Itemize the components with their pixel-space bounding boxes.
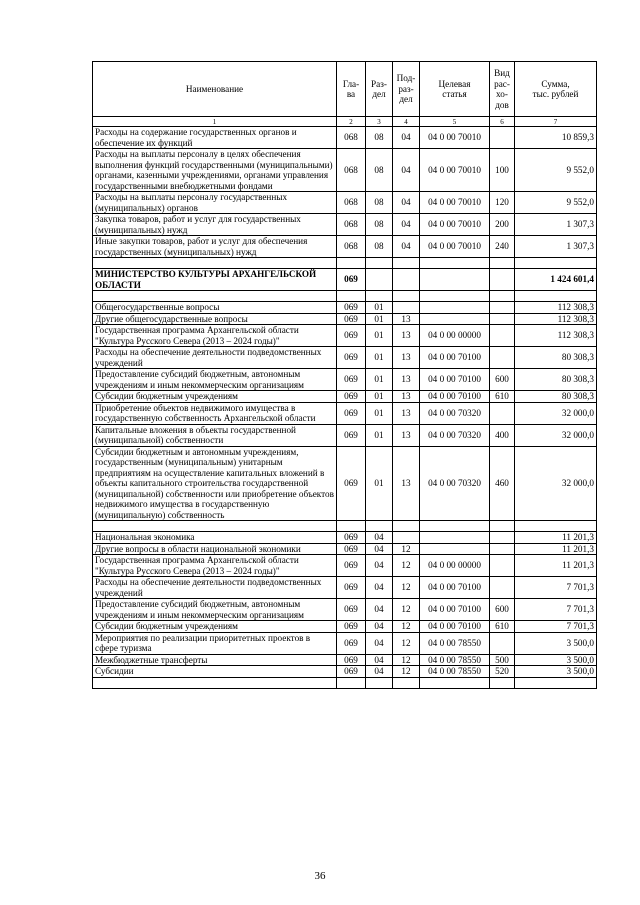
cell-razdel: 04 bbox=[366, 577, 393, 599]
cell-podrazdel: 04 bbox=[393, 214, 420, 236]
cell-summa: 3 500,0 bbox=[515, 666, 597, 678]
cell-name: Субсидии bbox=[93, 666, 337, 678]
cell-vid: 610 bbox=[490, 621, 515, 633]
header-summa: Сумма, тыс. рублей bbox=[515, 62, 597, 117]
header-vid: Вид рас- хо- дов bbox=[490, 62, 515, 117]
cell-name: Другие общегосударственные вопросы bbox=[93, 313, 337, 325]
budget-table bbox=[92, 61, 597, 689]
cell-podrazdel: 12 bbox=[393, 555, 420, 577]
cell-podrazdel: 13 bbox=[393, 391, 420, 403]
cell-name: Расходы на обеспечение деятельности подведомственных учреждений bbox=[93, 347, 337, 369]
empty-cell bbox=[420, 677, 490, 688]
cell-glava: 069 bbox=[337, 577, 366, 599]
cell-glava: 069 bbox=[337, 269, 366, 291]
cell-podrazdel: 13 bbox=[393, 347, 420, 369]
cell-glava: 068 bbox=[337, 236, 366, 258]
table-row bbox=[93, 599, 597, 621]
cell-name: Расходы на выплаты персоналу в целях обеспечения выполнения функций государственными (муниципальными) органами, казенными учреждениями, органами управления государственными внебюджетными фондами bbox=[93, 149, 337, 192]
cell-summa: 1 424 601,4 bbox=[515, 269, 597, 291]
cell-celevaya: 04 0 00 78550 bbox=[420, 666, 490, 678]
empty-cell bbox=[93, 677, 337, 688]
cell-celevaya: 04 0 00 70320 bbox=[420, 424, 490, 446]
cell-name: Расходы на выплаты персоналу государственных (муниципальных) органов bbox=[93, 192, 337, 214]
table-row bbox=[93, 532, 597, 544]
empty-cell bbox=[393, 258, 420, 269]
cell-celevaya: 04 0 00 70320 bbox=[420, 446, 490, 521]
cell-podrazdel: 04 bbox=[393, 127, 420, 149]
cell-name: Другие вопросы в области национальной экономики bbox=[93, 543, 337, 555]
table-row bbox=[93, 577, 597, 599]
cell-glava: 069 bbox=[337, 543, 366, 555]
cell-glava: 069 bbox=[337, 666, 366, 678]
header-name: Наименование bbox=[93, 62, 337, 117]
cell-podrazdel: 12 bbox=[393, 666, 420, 678]
cell-vid: 600 bbox=[490, 599, 515, 621]
header-podrazdel: Под- раз- дел bbox=[393, 62, 420, 117]
cell-razdel: 04 bbox=[366, 666, 393, 678]
cell-celevaya: 04 0 00 70100 bbox=[420, 347, 490, 369]
cell-razdel: 08 bbox=[366, 236, 393, 258]
cell-glava: 069 bbox=[337, 555, 366, 577]
table-row bbox=[93, 446, 597, 521]
cell-podrazdel: 12 bbox=[393, 654, 420, 666]
cell-celevaya: 04 0 00 70100 bbox=[420, 577, 490, 599]
spacer-row bbox=[93, 291, 597, 302]
cell-vid bbox=[490, 127, 515, 149]
cell-podrazdel: 13 bbox=[393, 325, 420, 347]
cell-razdel: 04 bbox=[366, 532, 393, 544]
cell-vid bbox=[490, 532, 515, 544]
cell-name: Общегосударственные вопросы bbox=[93, 302, 337, 314]
cell-razdel bbox=[366, 269, 393, 291]
empty-cell bbox=[490, 291, 515, 302]
cell-razdel: 01 bbox=[366, 446, 393, 521]
spacer-row bbox=[93, 258, 597, 269]
cell-vid bbox=[490, 402, 515, 424]
empty-cell bbox=[337, 258, 366, 269]
cell-podrazdel: 13 bbox=[393, 369, 420, 391]
cell-glava: 069 bbox=[337, 391, 366, 403]
cell-celevaya: 04 0 00 70010 bbox=[420, 214, 490, 236]
empty-cell bbox=[337, 677, 366, 688]
empty-cell bbox=[366, 291, 393, 302]
cell-celevaya bbox=[420, 269, 490, 291]
cell-name: Предоставление субсидий бюджетным, автономным учреждениям и иным некоммерческим организациям bbox=[93, 599, 337, 621]
cell-glava: 069 bbox=[337, 402, 366, 424]
table-row bbox=[93, 654, 597, 666]
cell-vid bbox=[490, 313, 515, 325]
table-row bbox=[93, 149, 597, 192]
cell-podrazdel bbox=[393, 269, 420, 291]
cell-podrazdel: 13 bbox=[393, 424, 420, 446]
cell-name: Закупка товаров, работ и услуг для государственных (муниципальных) нужд bbox=[93, 214, 337, 236]
table-row bbox=[93, 236, 597, 258]
cell-vid: 400 bbox=[490, 424, 515, 446]
cell-name: Субсидии бюджетным и автономным учреждениям, государственным (муниципальным) унитарным предприятиям на осуществление капитальных вложений в объекты капитального строительства государственной (муниципальной) собственности или приобретение объектов недвижимого имущества в государственную (муниципальную) собственность bbox=[93, 446, 337, 521]
cell-glava: 069 bbox=[337, 313, 366, 325]
spacer-row bbox=[93, 521, 597, 532]
column-number: 3 bbox=[366, 117, 393, 127]
header-row bbox=[93, 62, 597, 117]
column-number: 2 bbox=[337, 117, 366, 127]
cell-razdel: 01 bbox=[366, 391, 393, 403]
table-row bbox=[93, 214, 597, 236]
cell-name: Расходы на содержание государственных органов и обеспечение их функций bbox=[93, 127, 337, 149]
empty-cell bbox=[393, 521, 420, 532]
cell-vid: 120 bbox=[490, 192, 515, 214]
cell-summa: 9 552,0 bbox=[515, 149, 597, 192]
cell-vid: 610 bbox=[490, 391, 515, 403]
cell-celevaya bbox=[420, 543, 490, 555]
cell-celevaya: 04 0 00 78550 bbox=[420, 632, 490, 654]
empty-cell bbox=[93, 291, 337, 302]
empty-cell bbox=[515, 521, 597, 532]
cell-summa: 10 859,3 bbox=[515, 127, 597, 149]
empty-cell bbox=[490, 677, 515, 688]
cell-podrazdel: 13 bbox=[393, 313, 420, 325]
cell-celevaya bbox=[420, 302, 490, 314]
cell-summa: 32 000,0 bbox=[515, 446, 597, 521]
table-row bbox=[93, 621, 597, 633]
cell-razdel: 08 bbox=[366, 149, 393, 192]
cell-podrazdel: 04 bbox=[393, 236, 420, 258]
cell-name: Субсидии бюджетным учреждениям bbox=[93, 621, 337, 633]
cell-vid: 460 bbox=[490, 446, 515, 521]
cell-celevaya: 04 0 00 00000 bbox=[420, 325, 490, 347]
cell-razdel: 01 bbox=[366, 313, 393, 325]
cell-name: Государственная программа Архангельской области "Культура Русского Севера (2013 – 2024 годы)" bbox=[93, 555, 337, 577]
cell-summa: 80 308,3 bbox=[515, 369, 597, 391]
cell-summa: 11 201,3 bbox=[515, 543, 597, 555]
cell-celevaya: 04 0 00 70100 bbox=[420, 599, 490, 621]
cell-summa: 32 000,0 bbox=[515, 424, 597, 446]
empty-cell bbox=[93, 258, 337, 269]
cell-razdel: 04 bbox=[366, 599, 393, 621]
cell-celevaya: 04 0 00 70100 bbox=[420, 621, 490, 633]
cell-summa: 7 701,3 bbox=[515, 599, 597, 621]
table-row bbox=[93, 402, 597, 424]
cell-podrazdel: 12 bbox=[393, 621, 420, 633]
cell-summa: 11 201,3 bbox=[515, 532, 597, 544]
cell-summa: 3 500,0 bbox=[515, 654, 597, 666]
table-row bbox=[93, 666, 597, 678]
table-row bbox=[93, 192, 597, 214]
table-row bbox=[93, 269, 597, 291]
cell-razdel: 04 bbox=[366, 621, 393, 633]
column-number-row bbox=[93, 117, 597, 127]
table-row bbox=[93, 347, 597, 369]
cell-glava: 069 bbox=[337, 532, 366, 544]
empty-cell bbox=[337, 291, 366, 302]
cell-glava: 069 bbox=[337, 424, 366, 446]
cell-glava: 069 bbox=[337, 599, 366, 621]
empty-cell bbox=[420, 521, 490, 532]
empty-cell bbox=[490, 258, 515, 269]
cell-summa: 11 201,3 bbox=[515, 555, 597, 577]
cell-name: Капитальные вложения в объекты государственной (муниципальной) собственности bbox=[93, 424, 337, 446]
cell-vid: 520 bbox=[490, 666, 515, 678]
table-row bbox=[93, 391, 597, 403]
column-number: 7 bbox=[515, 117, 597, 127]
cell-name: Субсидии бюджетным учреждениям bbox=[93, 391, 337, 403]
cell-summa: 112 308,3 bbox=[515, 302, 597, 314]
cell-glava: 069 bbox=[337, 446, 366, 521]
cell-glava: 069 bbox=[337, 302, 366, 314]
cell-name: Государственная программа Архангельской области "Культура Русского Севера (2013 – 2024 годы)" bbox=[93, 325, 337, 347]
table-row bbox=[93, 127, 597, 149]
cell-razdel: 08 bbox=[366, 192, 393, 214]
cell-name: Предоставление субсидий бюджетным, автономным учреждениям и иным некоммерческим организациям bbox=[93, 369, 337, 391]
empty-cell bbox=[337, 521, 366, 532]
empty-cell bbox=[515, 258, 597, 269]
cell-podrazdel: 12 bbox=[393, 577, 420, 599]
cell-name: МИНИСТЕРСТВО КУЛЬТУРЫ АРХАНГЕЛЬСКОЙ ОБЛАСТИ bbox=[93, 269, 337, 291]
cell-glava: 069 bbox=[337, 347, 366, 369]
cell-vid bbox=[490, 632, 515, 654]
column-number: 6 bbox=[490, 117, 515, 127]
cell-celevaya: 04 0 00 70010 bbox=[420, 236, 490, 258]
cell-celevaya: 04 0 00 00000 bbox=[420, 555, 490, 577]
cell-name: Расходы на обеспечение деятельности подведомственных учреждений bbox=[93, 577, 337, 599]
cell-summa: 112 308,3 bbox=[515, 325, 597, 347]
cell-name: Национальная экономика bbox=[93, 532, 337, 544]
cell-celevaya: 04 0 00 70010 bbox=[420, 192, 490, 214]
table-row bbox=[93, 325, 597, 347]
cell-vid bbox=[490, 269, 515, 291]
column-number: 5 bbox=[420, 117, 490, 127]
cell-vid: 200 bbox=[490, 214, 515, 236]
cell-vid bbox=[490, 543, 515, 555]
empty-cell bbox=[515, 291, 597, 302]
cell-podrazdel: 04 bbox=[393, 192, 420, 214]
cell-celevaya: 04 0 00 70010 bbox=[420, 127, 490, 149]
cell-summa: 7 701,3 bbox=[515, 621, 597, 633]
cell-vid bbox=[490, 577, 515, 599]
header-glava: Гла- ва bbox=[337, 62, 366, 117]
cell-podrazdel bbox=[393, 302, 420, 314]
cell-razdel: 08 bbox=[366, 214, 393, 236]
cell-razdel: 01 bbox=[366, 424, 393, 446]
cell-razdel: 04 bbox=[366, 632, 393, 654]
empty-cell bbox=[93, 521, 337, 532]
cell-celevaya: 04 0 00 70320 bbox=[420, 402, 490, 424]
empty-cell bbox=[420, 291, 490, 302]
cell-razdel: 08 bbox=[366, 127, 393, 149]
cell-celevaya: 04 0 00 70100 bbox=[420, 391, 490, 403]
cell-vid: 600 bbox=[490, 369, 515, 391]
table-row bbox=[93, 543, 597, 555]
cell-name: Межбюджетные трансферты bbox=[93, 654, 337, 666]
spacer-row bbox=[93, 677, 597, 688]
cell-glava: 069 bbox=[337, 369, 366, 391]
cell-summa: 9 552,0 bbox=[515, 192, 597, 214]
cell-celevaya: 04 0 00 78550 bbox=[420, 654, 490, 666]
cell-razdel: 01 bbox=[366, 347, 393, 369]
cell-vid bbox=[490, 347, 515, 369]
cell-celevaya bbox=[420, 532, 490, 544]
cell-podrazdel: 13 bbox=[393, 446, 420, 521]
cell-razdel: 01 bbox=[366, 402, 393, 424]
cell-vid: 240 bbox=[490, 236, 515, 258]
cell-podrazdel: 13 bbox=[393, 402, 420, 424]
cell-razdel: 01 bbox=[366, 325, 393, 347]
cell-glava: 069 bbox=[337, 325, 366, 347]
cell-glava: 069 bbox=[337, 654, 366, 666]
cell-summa: 3 500,0 bbox=[515, 632, 597, 654]
header-celevaya: Целевая статья bbox=[420, 62, 490, 117]
column-number: 1 bbox=[93, 117, 337, 127]
cell-glava: 068 bbox=[337, 214, 366, 236]
table-row bbox=[93, 424, 597, 446]
cell-celevaya: 04 0 00 70010 bbox=[420, 149, 490, 192]
cell-glava: 068 bbox=[337, 149, 366, 192]
empty-cell bbox=[515, 677, 597, 688]
cell-razdel: 01 bbox=[366, 369, 393, 391]
header-razdel: Раз- дел bbox=[366, 62, 393, 117]
cell-razdel: 01 bbox=[366, 302, 393, 314]
cell-podrazdel: 12 bbox=[393, 599, 420, 621]
cell-razdel: 04 bbox=[366, 654, 393, 666]
empty-cell bbox=[366, 258, 393, 269]
table-body bbox=[93, 127, 597, 689]
cell-razdel: 04 bbox=[366, 543, 393, 555]
cell-glava: 069 bbox=[337, 621, 366, 633]
cell-vid: 100 bbox=[490, 149, 515, 192]
cell-name: Мероприятия по реализации приоритетных проектов в сфере туризма bbox=[93, 632, 337, 654]
cell-summa: 80 308,3 bbox=[515, 391, 597, 403]
empty-cell bbox=[420, 258, 490, 269]
cell-name: Приобретение объектов недвижимого имущества в государственную собственность Архангельской области bbox=[93, 402, 337, 424]
empty-cell bbox=[393, 677, 420, 688]
table-row bbox=[93, 302, 597, 314]
cell-glava: 068 bbox=[337, 127, 366, 149]
cell-glava: 068 bbox=[337, 192, 366, 214]
cell-vid bbox=[490, 302, 515, 314]
cell-podrazdel: 04 bbox=[393, 149, 420, 192]
column-number: 4 bbox=[393, 117, 420, 127]
cell-razdel: 04 bbox=[366, 555, 393, 577]
cell-vid bbox=[490, 325, 515, 347]
cell-summa: 1 307,3 bbox=[515, 214, 597, 236]
empty-cell bbox=[393, 291, 420, 302]
table-row bbox=[93, 369, 597, 391]
cell-summa: 7 701,3 bbox=[515, 577, 597, 599]
table-row bbox=[93, 555, 597, 577]
cell-summa: 112 308,3 bbox=[515, 313, 597, 325]
cell-vid bbox=[490, 555, 515, 577]
cell-celevaya: 04 0 00 70100 bbox=[420, 369, 490, 391]
empty-cell bbox=[366, 677, 393, 688]
cell-glava: 069 bbox=[337, 632, 366, 654]
cell-podrazdel bbox=[393, 532, 420, 544]
table-row bbox=[93, 632, 597, 654]
table-row bbox=[93, 313, 597, 325]
page-number: 36 bbox=[314, 870, 326, 882]
empty-cell bbox=[490, 521, 515, 532]
cell-podrazdel: 12 bbox=[393, 632, 420, 654]
cell-name: Иные закупки товаров, работ и услуг для обеспечения государственных (муниципальных) нужд bbox=[93, 236, 337, 258]
cell-celevaya bbox=[420, 313, 490, 325]
cell-summa: 1 307,3 bbox=[515, 236, 597, 258]
cell-vid: 500 bbox=[490, 654, 515, 666]
cell-summa: 80 308,3 bbox=[515, 347, 597, 369]
cell-summa: 32 000,0 bbox=[515, 402, 597, 424]
empty-cell bbox=[366, 521, 393, 532]
cell-podrazdel: 12 bbox=[393, 543, 420, 555]
